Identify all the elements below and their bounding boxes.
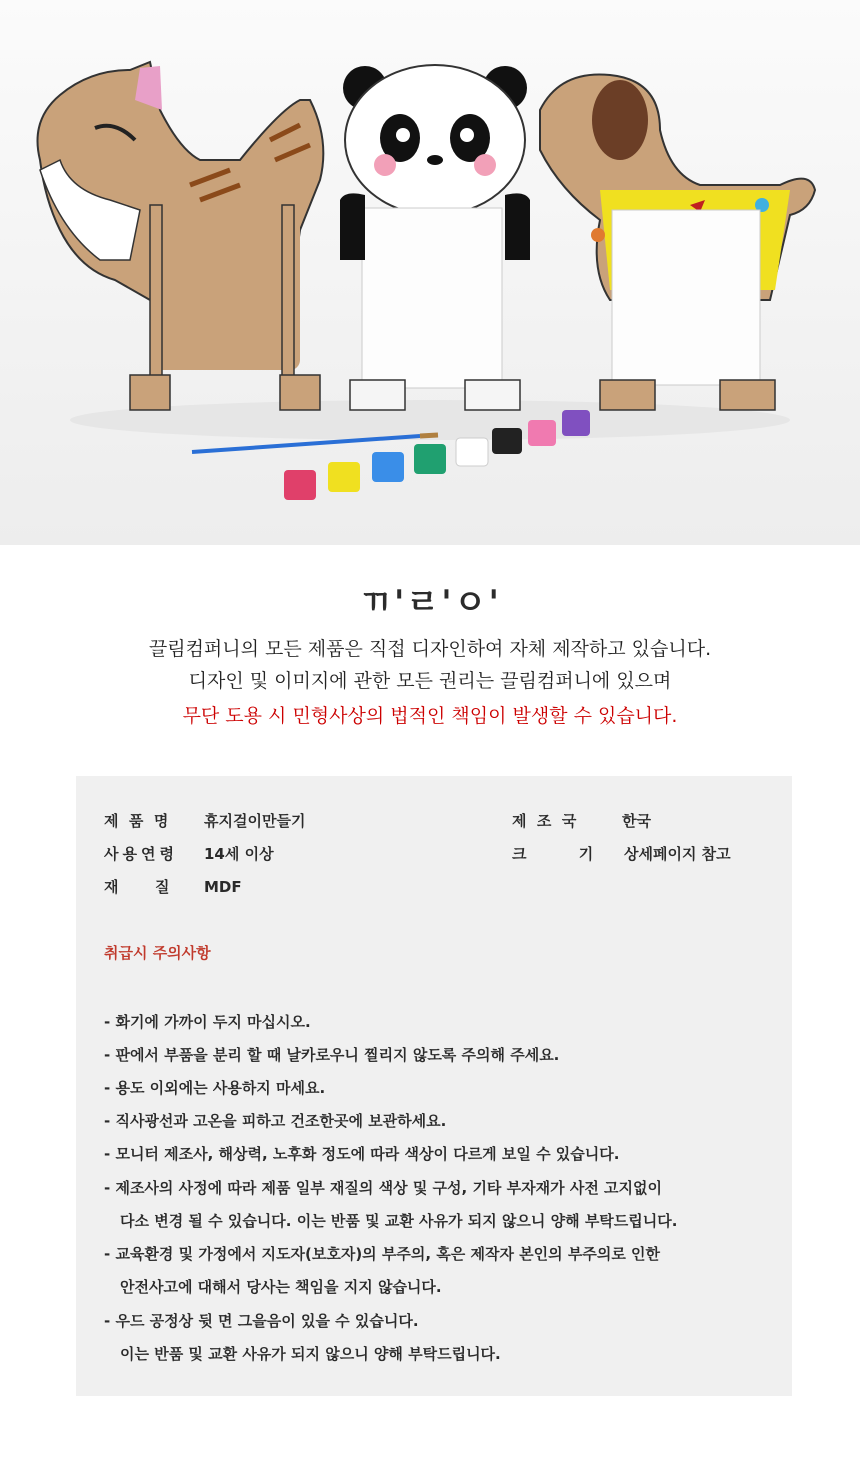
product-info-panel (76, 776, 792, 1396)
spec-age (104, 843, 274, 864)
product-illustration (0, 0, 860, 545)
cat-holder (38, 62, 324, 410)
spec-label: 제 조 국 (512, 812, 577, 830)
product-photo (0, 0, 860, 545)
spec-value: 14세 이상 (204, 845, 274, 863)
spec-label: 제 품 명 (104, 812, 169, 830)
spec-material (104, 876, 242, 897)
caution-item: - 교육환경 및 가정에서 지도자(보호자)의 부주의, 혹은 제작자 본인의 부주의로 인한 (104, 1245, 661, 1263)
copyright-notice-line2: 디자인 및 이미지에 관한 모든 권리는 끌림컴퍼니에 있으며 (188, 670, 672, 692)
spec-country (512, 810, 651, 831)
caution-item-continued: 이는 반품 및 교환 사유가 되지 않으니 양해 부탁드립니다. (120, 1345, 501, 1363)
copyright-notice-line1: 끌림컴퍼니의 모든 제품은 직접 디자인하여 자체 제작하고 있습니다. (148, 638, 712, 660)
spec-value: 상세페이지 참고 (624, 845, 731, 863)
panda-holder (340, 65, 530, 410)
caution-item: - 직사광선과 고온을 피하고 건조한곳에 보관하세요. (104, 1112, 447, 1130)
caution-item: - 용도 이외에는 사용하지 마세요. (104, 1079, 326, 1097)
caution-item-continued: 다소 변경 될 수 있습니다. 이는 반품 및 교환 사유가 되지 않으니 양해 부탁드립니다. (120, 1212, 678, 1230)
copyright-warning: 무단 도용 시 민형사상의 법적인 책임이 발생할 수 있습니다. (182, 705, 678, 727)
spec-label: 사용연령 (104, 845, 178, 863)
caution-item: - 제조사의 사정에 따라 제품 일부 재질의 색상 및 구성, 기타 부자재가 사전 고지없이 (104, 1179, 662, 1197)
logo-text: ㄲ'ㄹ'ㅇ' (359, 583, 501, 623)
dog-holder (540, 74, 815, 410)
caution-item-continued: 안전사고에 대해서 당사는 책임을 지지 않습니다. (120, 1278, 442, 1296)
spec-label: 크 기 (512, 845, 594, 863)
spec-value: 한국 (622, 812, 651, 830)
spec-size (512, 843, 731, 864)
caution-item: - 모니터 제조사, 해상력, 노후화 정도에 따라 색상이 다르게 보일 수 있습니다. (104, 1145, 620, 1163)
caution-item: - 판에서 부품을 분리 할 때 날카로우니 찔리지 않도록 주의해 주세요. (104, 1046, 560, 1064)
caution-item: - 우드 공정상 뒷 면 그을음이 있을 수 있습니다. (104, 1312, 419, 1330)
spec-label: 재 질 (104, 878, 170, 896)
spec-product-name (104, 810, 305, 831)
spec-value: 휴지걸이만들기 (204, 812, 306, 830)
brand-logo (0, 575, 860, 624)
caution-title: 취급시 주의사항 (104, 944, 211, 962)
caution-item: - 화기에 가까이 두지 마십시오. (104, 1013, 311, 1031)
spec-value: MDF (204, 878, 242, 896)
